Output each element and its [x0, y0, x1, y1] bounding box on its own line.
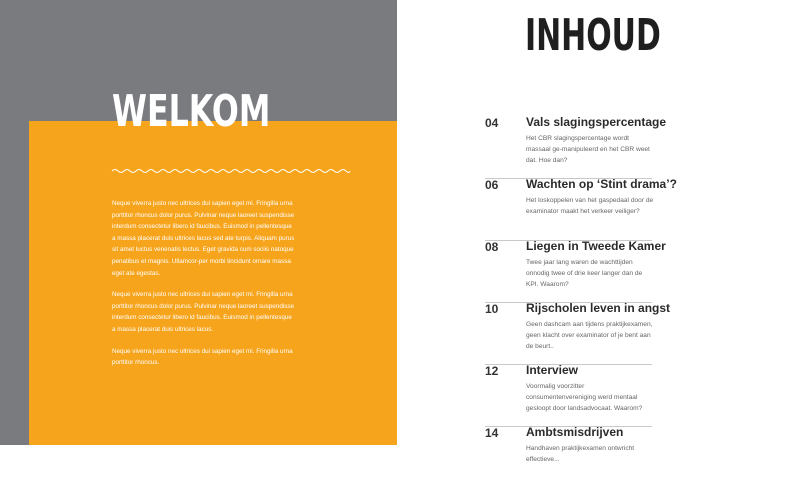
- contents-title: INHOUD: [525, 10, 661, 61]
- toc-heading: Wachten op ‘Stint drama’?: [526, 177, 677, 191]
- right-page: [397, 0, 800, 463]
- toc-page-number: 06: [485, 178, 499, 192]
- welcome-body: [112, 198, 296, 379]
- toc-item-10[interactable]: [485, 301, 671, 365]
- toc-heading: Vals slagingspercentage: [526, 115, 667, 129]
- toc-heading: Ambtsmisdrijven: [526, 425, 624, 439]
- wavy-divider: [112, 166, 350, 176]
- welcome-paragraph-3: Neque viverra justo nec ultrices dui sapien eget mi. Fringilla urna porttitor rhoncus.: [112, 347, 293, 367]
- toc-description: Het CBR slagingspercentage wordt massaal ge-manipuleerd en het CBR weet dat. Hoe dan?: [526, 135, 650, 164]
- toc-heading: Rijscholen leven in angst: [526, 301, 671, 315]
- toc-description: Geen dashcam aan tijdens praktijkexamen, geen klacht over examinator of je bent aan de beurt..: [526, 321, 653, 350]
- toc-description: Voormalig voorzitter consumentenvereniging werd mentaal gesloopt door landsadvocaat. Waarom?: [526, 383, 643, 412]
- toc-item-12[interactable]: [485, 364, 652, 427]
- toc-page-number: 12: [485, 364, 499, 378]
- left-page: [0, 0, 397, 445]
- toc-page-number: 04: [485, 116, 499, 130]
- toc-heading: Interview: [526, 363, 579, 377]
- toc-item-06[interactable]: [485, 177, 677, 241]
- toc-heading: Liegen in Tweede Kamer: [526, 239, 666, 253]
- toc-item-14[interactable]: [485, 426, 652, 488]
- toc-page-number: 10: [485, 302, 499, 316]
- toc-description: Het loskoppelen van het gaspedaal door de examinator maakt het verkeer veiliger?: [526, 197, 654, 215]
- toc-item-04[interactable]: [485, 115, 667, 179]
- toc-description: Handhaven praktijkexamen ontwricht effectieve...: [526, 445, 635, 463]
- toc-description: Twee jaar lang waren de wachttijden onnodig twee of drie keer langer dan de KPI. Waarom?: [526, 259, 643, 288]
- welcome-paragraph-2: Neque viverra justo nec ultrices dui sapien eget mi. Fringilla urna porttitor rhoncus dolor purus. Pulvinar neque laoreet suspendisse interdum consectetur libero id faucibus. Euismod in pellentesque a massa placerat duis ultrices lacus.: [112, 291, 295, 333]
- welcome-paragraph-1: Neque viverra justo nec ultrices dui sapien eget mi. Fringilla urna porttitor rhoncus dolor purus. Pulvinar neque laoreet suspendisse interdum consectetur libero id faucibus. Euismod in pellentesque a massa placerat duis ultrices lacus sed ate turpis. Aliquam purus sit amet luctus venenatis lectus. Eget gravida cum sociis natoque penatibus et magnis. Ullamcor-per morbi tincidunt ornare massa eget ate egestas.: [112, 200, 295, 277]
- toc-page-number: 08: [485, 240, 499, 254]
- toc-page-number: 14: [485, 426, 499, 440]
- toc-item-08[interactable]: [485, 239, 666, 303]
- welcome-title: WELKOM: [112, 86, 271, 137]
